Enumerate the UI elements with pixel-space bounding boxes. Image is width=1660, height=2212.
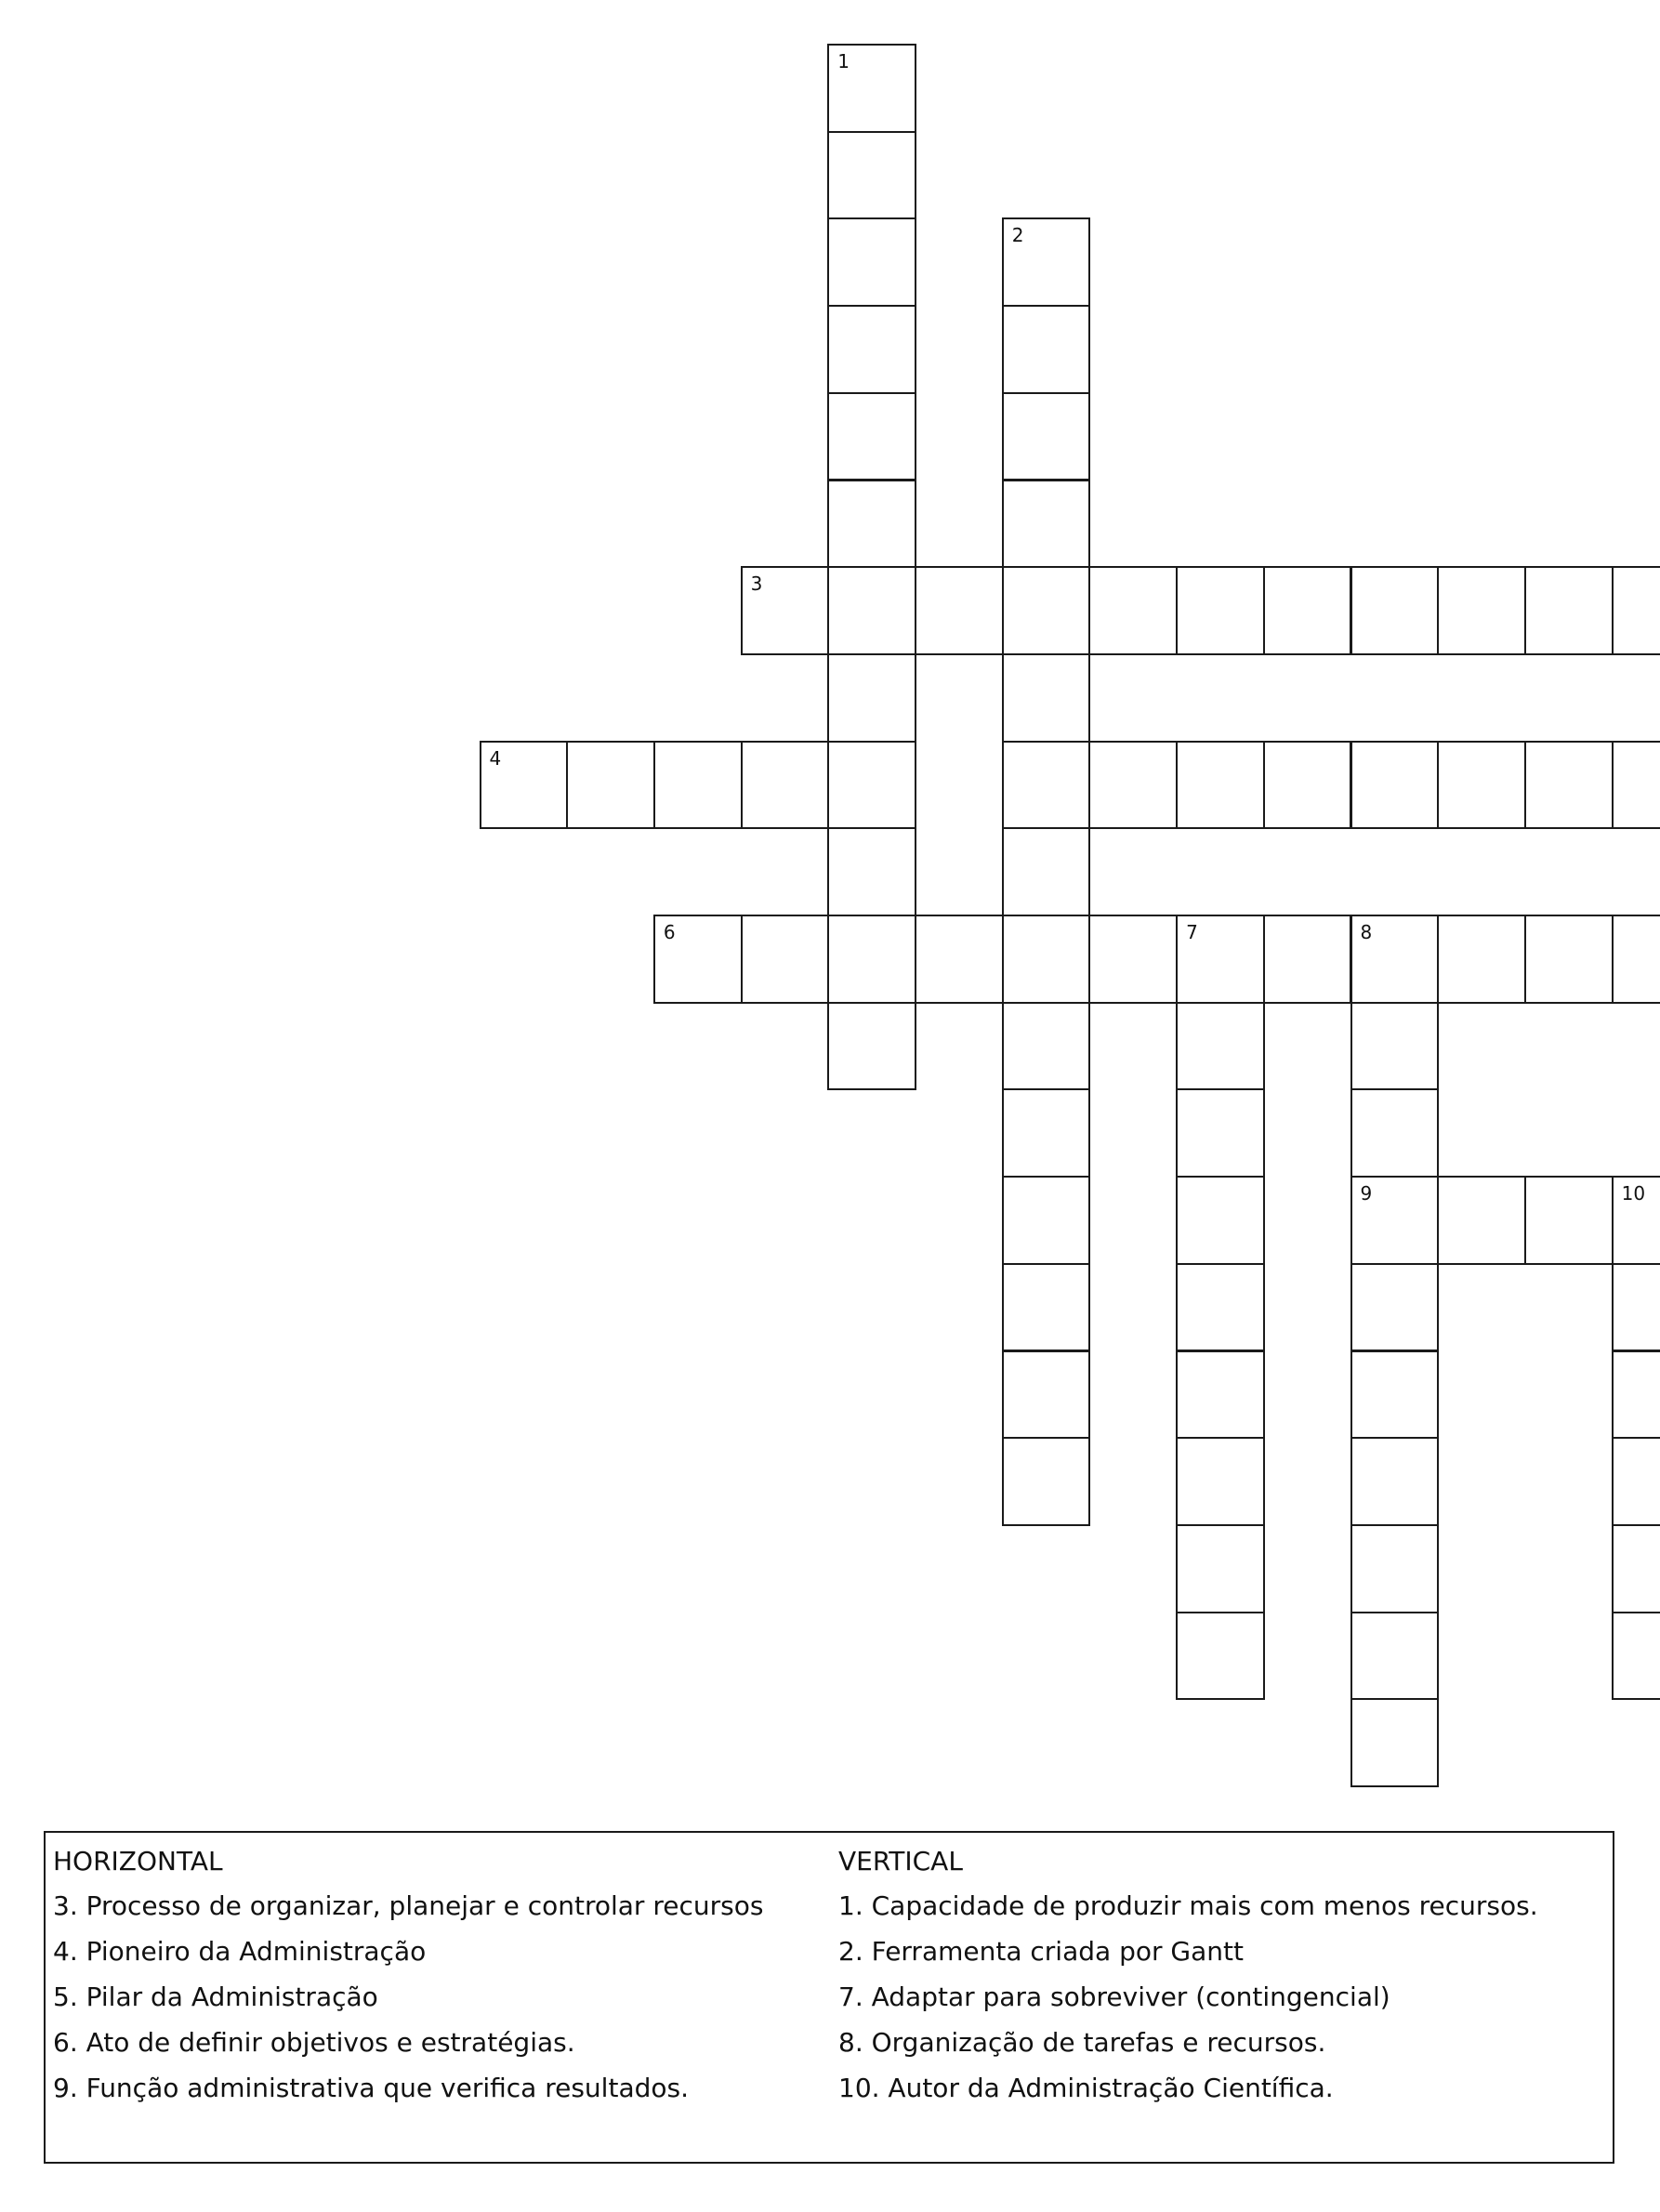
crossword-cell[interactable] [1176,566,1265,655]
crossword-cell[interactable] [1176,1176,1265,1265]
crossword-cell[interactable] [1002,217,1091,307]
clues-panel [44,1831,1614,2164]
crossword-cell[interactable] [1002,653,1091,743]
crossword-cell[interactable] [1002,305,1091,394]
crossword-cell[interactable] [1002,1437,1091,1526]
crossword-cell[interactable] [1350,741,1440,830]
crossword-cell[interactable] [1612,1176,1660,1265]
crossword-cell[interactable] [1612,1524,1660,1613]
crossword-cell[interactable] [1612,1437,1660,1526]
crossword-cell[interactable] [827,131,916,220]
crossword-cell[interactable] [1176,1437,1265,1526]
crossword-cell[interactable] [827,1002,916,1091]
crossword-cell[interactable] [1263,915,1352,1004]
crossword-cell[interactable] [827,305,916,394]
horizontal-clues [53,1846,763,2118]
crossword-cell[interactable] [1350,1698,1440,1787]
crossword-cell[interactable] [1263,566,1352,655]
crossword-cell[interactable] [1002,915,1091,1004]
clue-number: 1 [837,50,850,72]
clue-number: 6 [663,921,676,943]
crossword-cell[interactable] [827,653,916,743]
crossword-cell[interactable] [1350,915,1440,1004]
crossword-cell[interactable] [1612,741,1660,830]
crossword-cell[interactable] [1350,1088,1440,1178]
crossword-cell[interactable] [741,566,830,655]
clue-number: 10 [1621,1182,1646,1205]
crossword-cell[interactable] [1350,1437,1440,1526]
crossword-cell[interactable] [1002,1263,1091,1352]
vertical-title: VERTICAL [838,1846,963,1876]
clue-down-7: 7. Adaptar para sobreviver (contingencial) [838,1982,1390,2012]
crossword-cell[interactable] [1350,1350,1440,1440]
crossword-cell[interactable] [827,217,916,307]
crossword-cell[interactable] [1002,1350,1091,1440]
crossword-cell[interactable] [1524,566,1614,655]
crossword-cell[interactable] [653,741,743,830]
clue-number: 8 [1360,921,1373,943]
crossword-cell[interactable] [1437,566,1526,655]
crossword-cell[interactable] [1002,741,1091,830]
crossword-cell[interactable] [827,480,916,569]
crossword-cell[interactable] [827,741,916,830]
crossword-cell[interactable] [1350,1524,1440,1613]
crossword-cell[interactable] [1350,1612,1440,1701]
crossword-cell[interactable] [1437,915,1526,1004]
crossword-cell[interactable] [1002,1002,1091,1091]
crossword-cell[interactable] [1437,741,1526,830]
clue-down-10: 10. Autor da Administração Científica. [838,2073,1334,2103]
clue-down-2: 2. Ferramenta criada por Gantt [838,1936,1244,1967]
clue-down-1: 1. Capacidade de produzir mais com menos recursos. [838,1890,1538,1921]
clue-across-4: 4. Pioneiro da Administração [53,1936,427,1967]
crossword-cell[interactable] [1176,1612,1265,1701]
clue-number: 3 [750,573,763,596]
clue-down-8: 8. Organização de tarefas e recursos. [838,2027,1326,2058]
crossword-cell[interactable] [1088,566,1178,655]
crossword-cell[interactable] [1612,1263,1660,1352]
crossword-cell[interactable] [1350,1002,1440,1091]
crossword-cell[interactable] [1002,827,1091,916]
crossword-cell[interactable] [827,915,916,1004]
clue-across-9: 9. Função administrativa que verifica resultados. [53,2073,689,2103]
crossword-cell[interactable] [653,915,743,1004]
crossword-cell[interactable] [566,741,655,830]
crossword-cell[interactable] [1176,1350,1265,1440]
horizontal-title: HORIZONTAL [53,1846,223,1876]
crossword-cell[interactable] [741,741,830,830]
crossword-cell[interactable] [741,915,830,1004]
crossword-cell[interactable] [1612,915,1660,1004]
vertical-clues [838,1846,1538,2118]
clue-across-5: 5. Pilar da Administração [53,1982,378,2012]
crossword-cell[interactable] [1002,480,1091,569]
crossword-cell[interactable] [1350,566,1440,655]
clue-number: 7 [1186,921,1198,943]
clue-across-3: 3. Processo de organizar, planejar e controlar recursos [53,1890,764,1921]
crossword-cell[interactable] [1437,1176,1526,1265]
crossword-cell[interactable] [1002,566,1091,655]
clue-number: 4 [489,746,502,770]
crossword-cell[interactable] [1176,1088,1265,1178]
crossword-cell[interactable] [1176,1524,1265,1613]
crossword-cell[interactable] [1088,741,1178,830]
crossword-cell[interactable] [1350,1263,1440,1352]
crossword-cell[interactable] [1524,741,1614,830]
crossword-cell[interactable] [827,827,916,916]
clue-number: 2 [1011,224,1024,247]
crossword-cell[interactable] [1176,915,1265,1004]
crossword-cell[interactable] [1176,741,1265,830]
clue-across-6: 6. Ato de definir objetivos e estratégias. [53,2027,575,2058]
crossword-cell[interactable] [915,566,1004,655]
crossword-cell[interactable] [827,392,916,481]
crossword-cell[interactable] [1263,741,1352,830]
crossword-cell[interactable] [1002,392,1091,481]
crossword-cell[interactable] [1524,915,1614,1004]
crossword-cell[interactable] [827,44,916,133]
crossword-cell[interactable] [1612,1350,1660,1440]
crossword-cell[interactable] [1002,1176,1091,1265]
crossword-cell[interactable] [1176,1263,1265,1352]
crossword-cell[interactable] [1524,1176,1614,1265]
crossword-cell[interactable] [1612,1612,1660,1701]
clue-number: 9 [1360,1182,1373,1205]
crossword-cell[interactable] [915,915,1004,1004]
crossword-cell[interactable] [1088,915,1178,1004]
crossword-cell[interactable] [827,566,916,655]
crossword-cell[interactable] [1002,1088,1091,1178]
crossword-cell[interactable] [1176,1002,1265,1091]
crossword-cell[interactable] [1612,566,1660,655]
crossword-cell[interactable] [480,741,569,830]
crossword-cell[interactable] [1350,1176,1440,1265]
